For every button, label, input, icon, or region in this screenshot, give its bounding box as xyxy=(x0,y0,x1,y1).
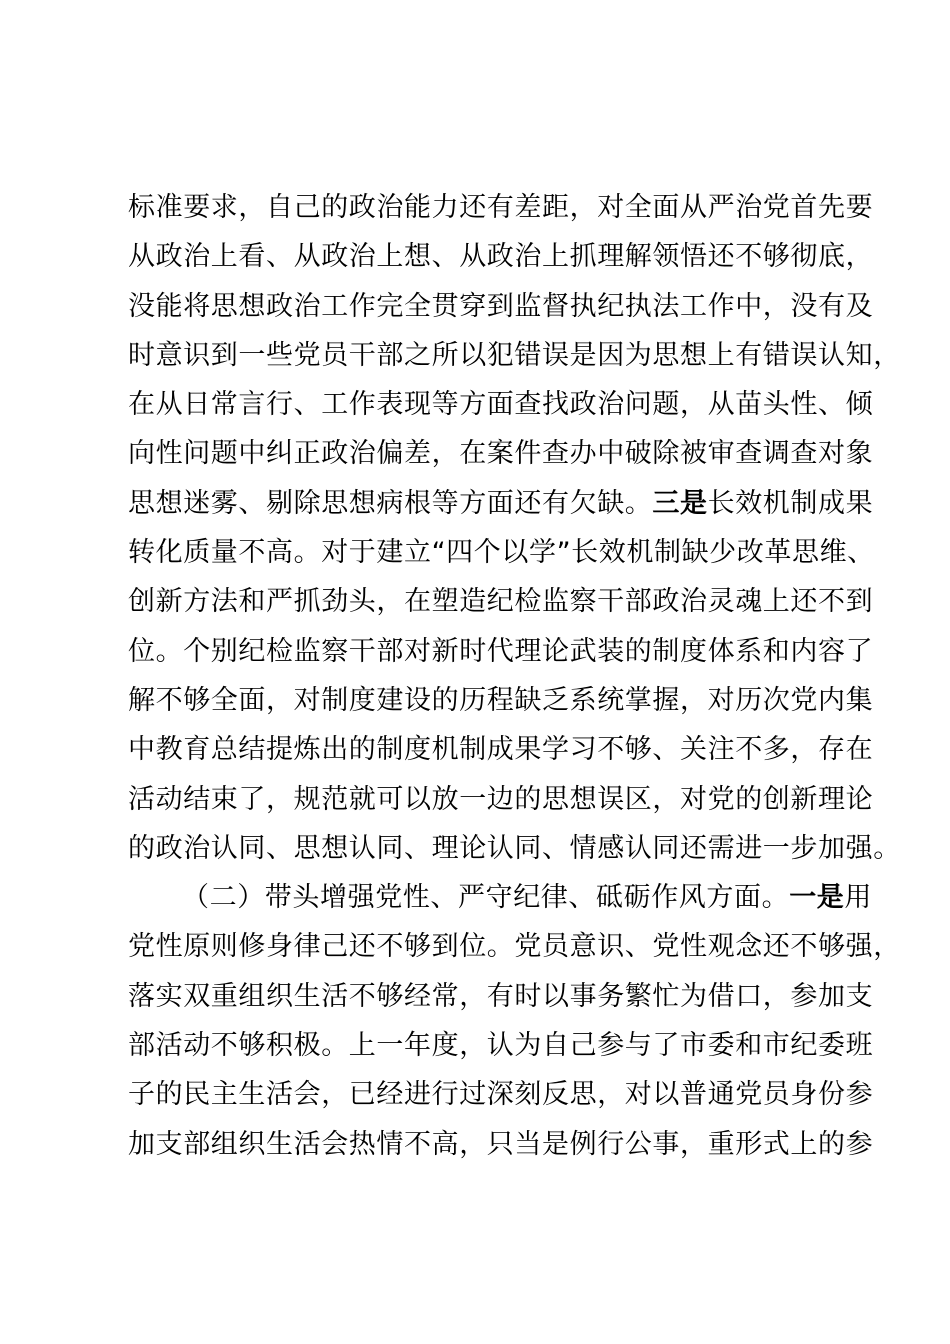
text-line xyxy=(128,775,874,824)
text-line xyxy=(128,183,874,232)
text-line xyxy=(128,627,874,676)
text-line xyxy=(128,824,901,873)
text-line xyxy=(128,1021,874,1070)
text-run: 子的民主生活会，已经进行过深刻反思，对以普通党员身份参 xyxy=(128,1079,874,1111)
text-run: 用 xyxy=(844,882,873,914)
body-text xyxy=(128,183,901,1169)
text-line xyxy=(128,725,874,774)
text-run: 标准要求，自己的政治能力还有差距，对全面从严治党首先要 xyxy=(128,192,874,223)
text-run: 党性原则修身律己还不够到位。党员意识、党性观念还不够强， xyxy=(128,931,901,963)
text-run: 向性问题中纠正政治偏差，在案件查办中破除被审查调查对象 xyxy=(128,438,874,470)
text-line xyxy=(128,1070,874,1119)
text-run: 在从日常言行、工作表现等方面查找政治问题，从苗头性、倾 xyxy=(128,389,874,421)
text-line xyxy=(128,429,874,478)
bold-text-run: 一是 xyxy=(789,882,845,914)
text-run: 解不够全面，对制度建设的历程缺乏系统掌握，对历次党内集 xyxy=(128,684,874,716)
text-line xyxy=(128,528,875,577)
text-run: （二）带头增强党性、严守纪律、砥砺作风方面。 xyxy=(182,882,790,914)
text-line xyxy=(128,577,874,626)
text-run: 位。个别纪检监察干部对新时代理论武装的制度体系和内容了 xyxy=(128,635,874,667)
text-run: 加支部组织生活会热情不高，只当是例行公事，重形式上的参 xyxy=(128,1128,874,1160)
text-run: 的政治认同、思想认同、理论认同、情感认同还需进一步加强。 xyxy=(128,832,901,864)
text-run: 中教育总结提炼出的制度机制成果学习不够、关注不多，存在 xyxy=(128,734,874,766)
text-run: 没能将思想政治工作完全贯穿到监督执纪执法工作中，没有及 xyxy=(128,290,874,322)
text-line xyxy=(128,331,901,380)
text-run: 活动结束了，规范就可以放一边的思想误区，对党的创新理论 xyxy=(128,783,874,815)
text-line xyxy=(128,479,874,528)
text-line xyxy=(128,380,874,429)
text-run: 思想迷雾、剔除思想病根等方面还有欠缺。 xyxy=(128,487,653,519)
text-run: 落实双重组织生活不够经常，有时以事务繁忙为借口，参加支 xyxy=(128,980,874,1012)
text-run: 部活动不够积极。上一年度，认为自己参与了市委和市纪委班 xyxy=(128,1030,874,1062)
text-line xyxy=(128,972,874,1021)
text-line xyxy=(128,1120,874,1169)
text-run: 转化质量不高。对于建立“四个以学”长效机制缺少改革思维、 xyxy=(128,537,875,569)
text-line xyxy=(128,873,873,922)
text-line xyxy=(128,232,874,281)
text-line xyxy=(128,922,901,971)
text-line xyxy=(128,676,874,725)
text-run: 时意识到一些党员干部之所以犯错误是因为思想上有错误认知， xyxy=(128,339,901,371)
text-line xyxy=(128,282,874,331)
text-run: 从政治上看、从政治上想、从政治上抓理解领悟还不够彻底， xyxy=(128,241,874,273)
bold-text-run: 三是 xyxy=(652,487,708,519)
text-run: 长效机制成果 xyxy=(707,487,874,519)
text-run: 创新方法和严抓劲头，在塑造纪检监察干部政治灵魂上还不到 xyxy=(128,586,874,618)
